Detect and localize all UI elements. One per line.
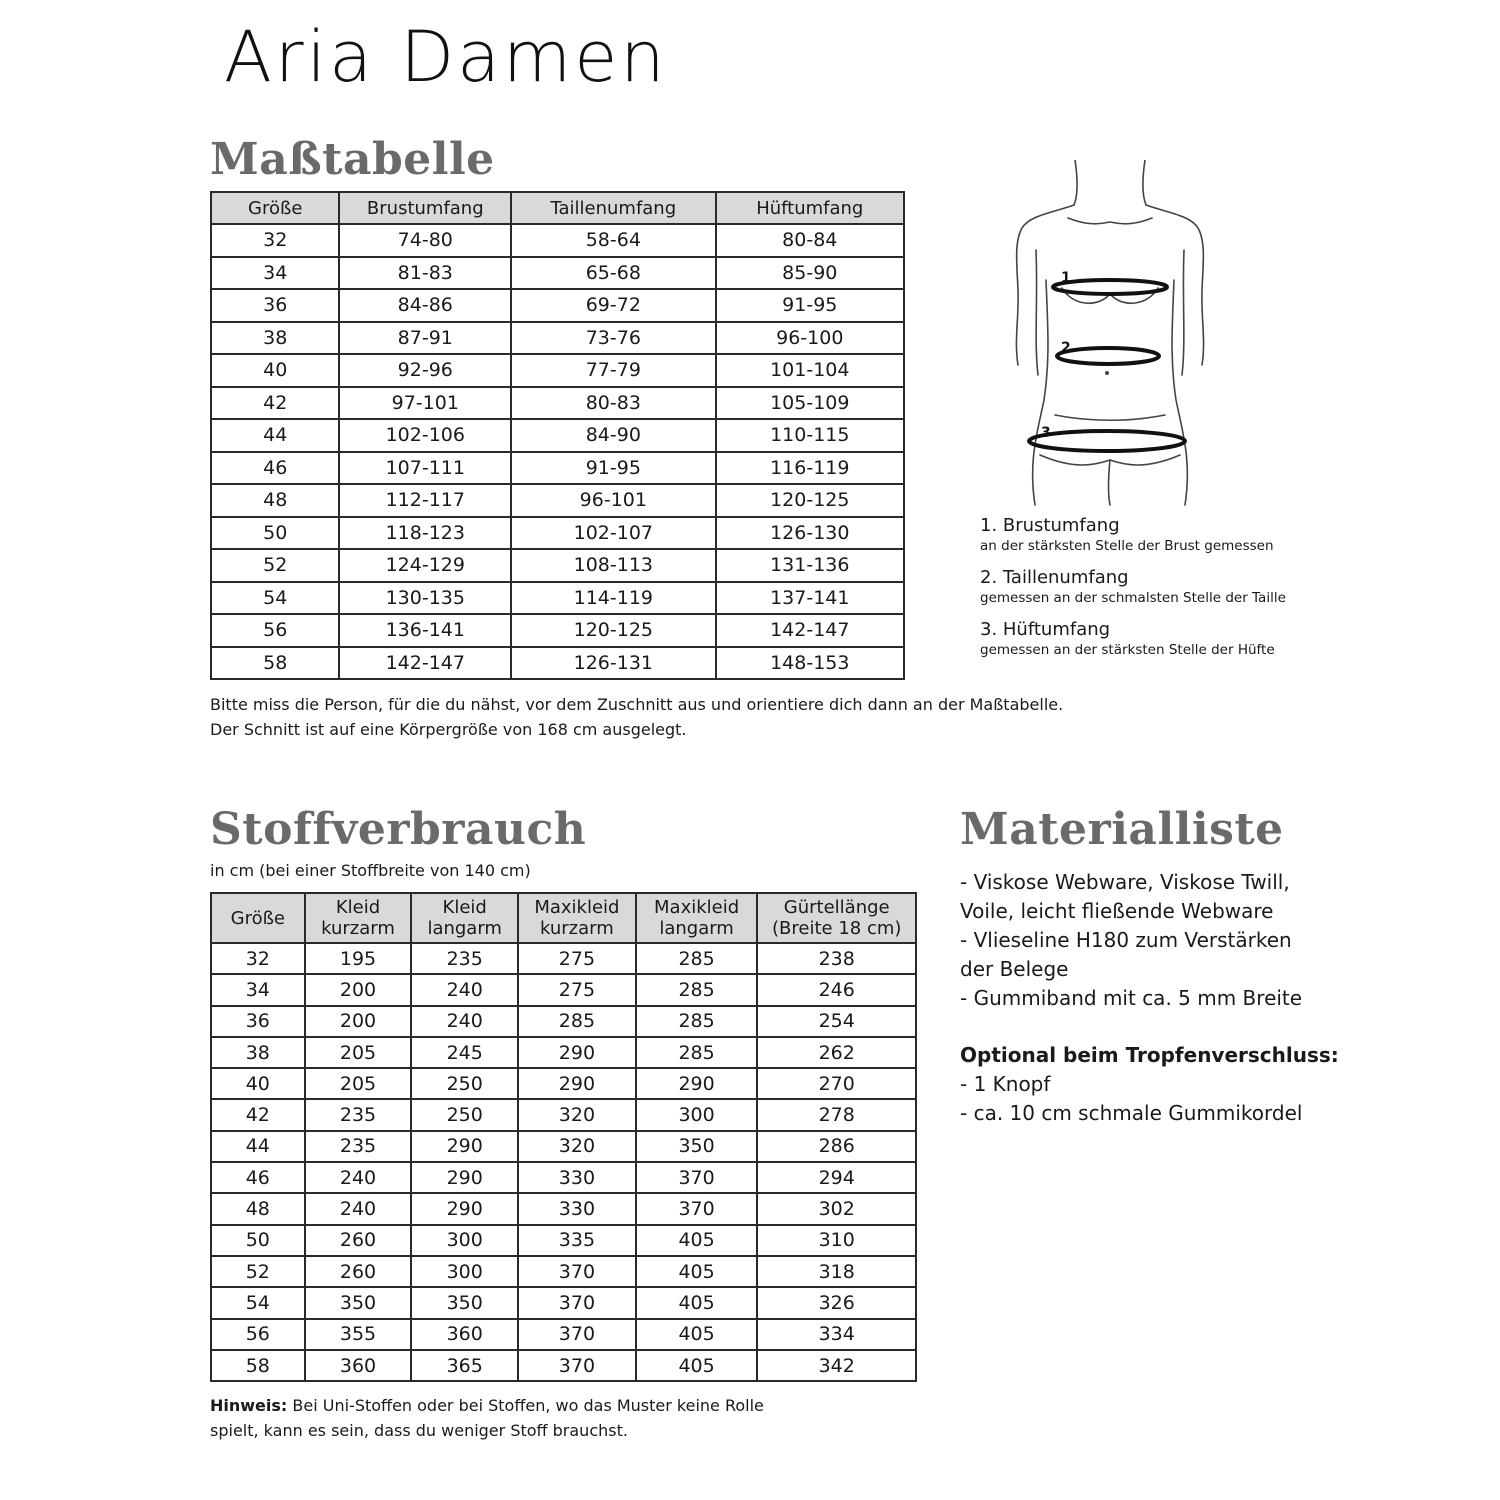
figure-arm-inner-right [1182,250,1184,375]
table-row [211,943,916,974]
table-row [211,1225,916,1256]
table-cell: 290 [411,1193,518,1224]
table-cell: 330 [518,1162,636,1193]
fabric-header-line: kurzarm [540,918,614,939]
table-cell: 50 [211,1225,305,1256]
figure-hip-line [1055,415,1165,420]
table-row [211,257,904,290]
table-cell: 370 [636,1193,758,1224]
table-cell: 285 [636,1006,758,1037]
table-row [211,354,904,387]
table-cell: 342 [757,1350,916,1381]
table-cell: 405 [636,1319,758,1350]
legend-title: 1. Brustumfang [980,515,1120,536]
table-cell: 46 [211,1162,305,1193]
fabric-header-line: kurzarm [321,918,395,939]
figure-torso-right [1172,280,1187,505]
measure-column-header: Brustumfang [339,192,511,224]
table-cell: 290 [411,1162,518,1193]
measure-column-header: Hüftumfang [716,192,904,224]
table-cell: 34 [211,257,339,290]
table-row [211,582,904,615]
table-cell: 126-131 [511,647,715,680]
table-cell: 405 [636,1287,758,1318]
table-cell: 285 [518,1006,636,1037]
table-cell: 245 [411,1037,518,1068]
table-row [211,1068,916,1099]
hip-measure-line [1029,431,1185,451]
fabric-header-line: Maxikleid [654,897,740,918]
table-cell: 116-119 [716,452,904,485]
body-measurement-figure [1000,160,1220,510]
table-cell: 56 [211,1319,305,1350]
table-cell: 350 [636,1131,758,1162]
table-cell: 254 [757,1006,916,1037]
table-cell: 97-101 [339,387,511,420]
legend-desc: gemessen an der stärksten Stelle der Hüfte [980,642,1275,658]
table-cell: 290 [518,1037,636,1068]
table-cell: 285 [636,974,758,1005]
table-cell: 56 [211,614,339,647]
table-cell: 200 [305,1006,412,1037]
table-cell: 195 [305,943,412,974]
table-cell: 32 [211,224,339,257]
table-cell: 120-125 [716,484,904,517]
table-cell: 250 [411,1068,518,1099]
table-cell: 370 [518,1287,636,1318]
fabric-column-header [211,893,305,943]
bust-marker: 1 [1061,270,1071,286]
measure-note [210,692,1063,742]
table-cell: 290 [518,1068,636,1099]
fabric-header-line: Gürtellänge [783,897,890,918]
measure-note-line: Bitte miss die Person, für die du nähst, vor dem Zuschnitt aus und orientiere dich dann an der Maßtabelle. [210,695,1064,714]
table-cell: 370 [518,1350,636,1381]
legend-item [980,619,1400,659]
table-cell: 87-91 [339,322,511,355]
material-line: - Gummiband mit ca. 5 mm Breite [960,986,1303,1010]
table-cell: 105-109 [716,387,904,420]
table-row [211,1193,916,1224]
table-row [211,1287,916,1318]
table-cell: 108-113 [511,549,715,582]
table-cell: 320 [518,1099,636,1130]
table-cell: 38 [211,1037,305,1068]
fabric-header-line: langarm [659,918,734,939]
table-cell: 54 [211,582,339,615]
hint-text: spielt, kann es sein, dass du weniger Stoff brauchst. [210,1421,628,1440]
table-cell: 96-101 [511,484,715,517]
optional-line: - ca. 10 cm schmale Gummikordel [960,1101,1303,1125]
table-cell: 300 [411,1225,518,1256]
table-cell: 360 [411,1319,518,1350]
table-cell: 46 [211,452,339,485]
table-cell: 370 [636,1162,758,1193]
figure-neck-left [1074,160,1077,205]
material-line: Voile, leicht fließende Webware [960,899,1274,923]
table-cell: 58 [211,647,339,680]
table-cell: 84-86 [339,289,511,322]
table-cell: 330 [518,1193,636,1224]
table-cell: 102-107 [511,517,715,550]
table-cell: 205 [305,1068,412,1099]
fabric-column-header [518,893,636,943]
table-cell: 77-79 [511,354,715,387]
table-cell: 246 [757,974,916,1005]
table-cell: 120-125 [511,614,715,647]
table-cell: 58-64 [511,224,715,257]
table-cell: 130-135 [339,582,511,615]
measure-note-line: Der Schnitt ist auf eine Körpergröße von 168 cm ausgelegt. [210,720,687,739]
table-cell: 80-83 [511,387,715,420]
fabric-table-header [211,893,916,943]
table-cell: 290 [636,1068,758,1099]
fabric-table [210,892,917,1382]
table-cell: 32 [211,943,305,974]
table-row [211,614,904,647]
table-cell: 34 [211,974,305,1005]
table-cell: 285 [636,1037,758,1068]
figure-torso-left [1033,280,1048,505]
table-cell: 148-153 [716,647,904,680]
table-cell: 320 [518,1131,636,1162]
table-cell: 370 [518,1319,636,1350]
table-cell: 40 [211,1068,305,1099]
table-cell: 205 [305,1037,412,1068]
table-cell: 110-115 [716,419,904,452]
table-cell: 107-111 [339,452,511,485]
table-cell: 355 [305,1319,412,1350]
figure-leg-line [1109,460,1111,505]
table-cell: 124-129 [339,549,511,582]
table-row [211,484,904,517]
legend-item [980,567,1400,607]
table-cell: 74-80 [339,224,511,257]
table-cell: 91-95 [716,289,904,322]
table-cell: 42 [211,1099,305,1130]
table-cell: 294 [757,1162,916,1193]
table-cell: 302 [757,1193,916,1224]
table-row [211,517,904,550]
fabric-heading: Stoffverbrauch [210,804,587,855]
table-cell: 80-84 [716,224,904,257]
optional-heading: Optional beim Tropfenverschluss: [960,1043,1339,1067]
table-cell: 48 [211,484,339,517]
table-cell: 73-76 [511,322,715,355]
fabric-column-header [305,893,412,943]
table-cell: 335 [518,1225,636,1256]
table-cell: 42 [211,387,339,420]
optional-line: - 1 Knopf [960,1072,1051,1096]
table-cell: 405 [636,1225,758,1256]
table-cell: 52 [211,1256,305,1287]
table-cell: 114-119 [511,582,715,615]
table-row [211,647,904,680]
table-cell: 142-147 [716,614,904,647]
table-cell: 44 [211,1131,305,1162]
measure-column-header: Größe [211,192,339,224]
table-row [211,1319,916,1350]
fabric-column-header [757,893,916,943]
table-cell: 142-147 [339,647,511,680]
table-row [211,224,904,257]
legend-item [980,515,1400,555]
table-cell: 350 [305,1287,412,1318]
fabric-column-header [636,893,758,943]
table-cell: 310 [757,1225,916,1256]
hint-text: Bei Uni-Stoffen oder bei Stoffen, wo das Muster keine Rolle [287,1396,764,1415]
table-cell: 318 [757,1256,916,1287]
table-cell: 112-117 [339,484,511,517]
fabric-subtitle: in cm (bei einer Stoffbreite von 140 cm) [210,861,531,880]
waist-measure-line [1057,348,1159,364]
table-cell: 36 [211,1006,305,1037]
table-cell: 326 [757,1287,916,1318]
materials-heading: Materialliste [960,804,1284,855]
table-cell: 58 [211,1350,305,1381]
waist-marker: 2 [1061,340,1071,356]
table-row [211,289,904,322]
table-cell: 238 [757,943,916,974]
table-cell: 285 [636,943,758,974]
legend-desc: gemessen an der schmalsten Stelle der Taille [980,590,1286,606]
table-cell: 48 [211,1193,305,1224]
table-row [211,549,904,582]
measure-column-header: Taillenumfang [511,192,715,224]
table-cell: 52 [211,549,339,582]
table-cell: 260 [305,1256,412,1287]
fabric-header-line: (Breite 18 cm) [772,918,902,939]
table-cell: 240 [411,974,518,1005]
fabric-header-line: Kleid [442,897,487,918]
table-cell: 334 [757,1319,916,1350]
hint-label: Hinweis: [210,1396,288,1415]
material-line: der Belege [960,957,1069,981]
table-cell: 84-90 [511,419,715,452]
table-cell: 131-136 [716,549,904,582]
table-cell: 136-141 [339,614,511,647]
legend-title: 2. Taillenumfang [980,567,1129,588]
figure-neck-right [1143,160,1146,205]
table-cell: 96-100 [716,322,904,355]
table-cell: 240 [305,1162,412,1193]
material-line: - Vlieseline H180 zum Verstärken [960,928,1292,952]
fabric-header-line: Kleid [335,897,381,918]
table-cell: 240 [305,1193,412,1224]
table-cell: 36 [211,289,339,322]
table-cell: 370 [518,1256,636,1287]
table-cell: 102-106 [339,419,511,452]
fabric-header-line: Größe [230,907,286,929]
table-cell: 85-90 [716,257,904,290]
table-row [211,1256,916,1287]
measurement-legend [980,515,1400,671]
table-row [211,1350,916,1381]
table-cell: 126-130 [716,517,904,550]
table-cell: 50 [211,517,339,550]
table-cell: 69-72 [511,289,715,322]
table-cell: 300 [411,1256,518,1287]
measure-heading: Maßtabelle [210,134,495,185]
table-cell: 235 [305,1099,412,1130]
measure-table [210,191,905,680]
table-cell: 290 [411,1131,518,1162]
table-cell: 137-141 [716,582,904,615]
table-cell: 278 [757,1099,916,1130]
fabric-hint [210,1393,764,1443]
fabric-header-line: Maxikleid [534,897,620,918]
table-row [211,419,904,452]
table-cell: 38 [211,322,339,355]
table-row [211,387,904,420]
table-row [211,974,916,1005]
figure-navel [1105,371,1109,375]
figure-collarbone [1068,218,1152,224]
table-cell: 360 [305,1350,412,1381]
table-cell: 92-96 [339,354,511,387]
table-cell: 250 [411,1099,518,1130]
material-line: - Viskose Webware, Viskose Twill, [960,870,1290,894]
table-cell: 65-68 [511,257,715,290]
table-cell: 262 [757,1037,916,1068]
table-cell: 235 [411,943,518,974]
table-cell: 54 [211,1287,305,1318]
table-cell: 365 [411,1350,518,1381]
table-cell: 44 [211,419,339,452]
table-cell: 405 [636,1350,758,1381]
table-row [211,1037,916,1068]
legend-desc: an der stärksten Stelle der Brust gemessen [980,538,1274,554]
table-row [211,1131,916,1162]
table-cell: 101-104 [716,354,904,387]
measure-table-header [211,192,904,224]
hip-marker: 3 [1041,425,1051,441]
legend-title: 3. Hüftumfang [980,619,1111,640]
table-cell: 286 [757,1131,916,1162]
table-row [211,322,904,355]
table-cell: 91-95 [511,452,715,485]
fabric-column-header [411,893,518,943]
table-row [211,1162,916,1193]
table-cell: 240 [411,1006,518,1037]
table-cell: 270 [757,1068,916,1099]
table-cell: 350 [411,1287,518,1318]
table-cell: 235 [305,1131,412,1162]
table-cell: 275 [518,974,636,1005]
table-cell: 81-83 [339,257,511,290]
table-cell: 200 [305,974,412,1005]
materials-list [960,868,1400,1128]
table-row [211,452,904,485]
table-cell: 40 [211,354,339,387]
table-cell: 275 [518,943,636,974]
figure-arm-inner-left [1036,250,1038,375]
table-cell: 405 [636,1256,758,1287]
fabric-header-line: langarm [427,918,502,939]
table-cell: 118-123 [339,517,511,550]
page-title: Aria Damen [224,16,668,98]
table-cell: 300 [636,1099,758,1130]
figure-shoulder-right [1146,205,1204,365]
table-row [211,1099,916,1130]
table-cell: 260 [305,1225,412,1256]
table-row [211,1006,916,1037]
